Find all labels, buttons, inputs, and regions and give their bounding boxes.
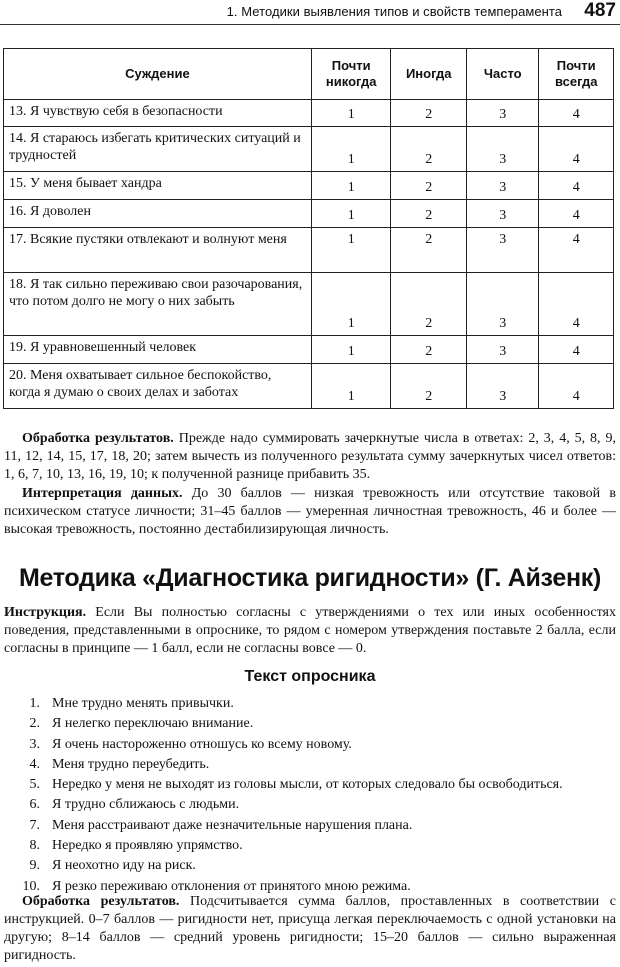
statement-cell: 19. Я уравновешенный человек (4, 336, 312, 364)
item-text: Я резко переживаю отклонения от принятого мною режима. (52, 878, 411, 894)
option-cell: 4 (539, 100, 614, 127)
item-text: Я нелегко переключаю внимание. (52, 716, 254, 732)
list-item (0, 714, 620, 734)
questionnaire-list (0, 694, 620, 897)
item-text: Меня трудно переубедить. (52, 756, 210, 772)
option-cell: 3 (467, 364, 539, 409)
statement-cell: 17. Всякие пустяки отвлекают и волнуют меня (4, 228, 312, 273)
option-cell: 3 (467, 273, 539, 336)
option-cell: 3 (467, 100, 539, 127)
list-item (0, 735, 620, 755)
item-number: 3. (29, 736, 40, 752)
item-text: Нередко у меня не выходят из головы мысли, от которых следовало бы освободиться. (52, 777, 563, 793)
item-text: Я трудно сближаюсь с людьми. (52, 797, 240, 813)
header-statement: Суждение (4, 49, 312, 100)
statement-cell: 13. Я чувствую себя в безопасности (4, 100, 312, 127)
option-cell: 1 (311, 228, 391, 273)
list-item (0, 775, 620, 795)
processing-label: Обработка результатов. (22, 431, 174, 446)
option-cell: 2 (391, 172, 467, 200)
table-row (4, 364, 614, 409)
item-number: 8. (29, 838, 40, 854)
item-number: 7. (29, 817, 40, 833)
processing2-paragraph (4, 893, 616, 965)
processing-text: Прежде надо суммировать зачеркнутые числа в ответах: 2, 3, 4, 5, 8, 9, 11, 12, 14, 15, 17, 18, 20; затем вычесть из полученного результата сумму зачеркнутых чисел ответов: 1, 6, 7, 10, 13, 16, 19, 10; к полученной разнице прибавить 35. (4, 431, 616, 482)
list-item (0, 795, 620, 815)
option-cell: 4 (539, 228, 614, 273)
option-cell: 4 (539, 336, 614, 364)
list-item (0, 836, 620, 856)
option-cell: 3 (467, 200, 539, 228)
option-cell: 2 (391, 200, 467, 228)
interpretation-label: Интерпретация данных. (22, 486, 183, 501)
statement-cell: 14. Я стараюсь избегать критических ситуаций и трудностей (4, 127, 312, 172)
header-sometimes: Иногда (391, 49, 467, 100)
table-row (4, 127, 614, 172)
list-item (0, 816, 620, 836)
section-title: Методика «Диагностика ригидности» (Г. Айзенк) (19, 564, 601, 592)
running-title: 1. Методики выявления типов и свойств темперамента (226, 4, 562, 19)
option-cell: 1 (311, 364, 391, 409)
statement-cell: 15. У меня бывает хандра (4, 172, 312, 200)
option-cell: 3 (467, 228, 539, 273)
instruction-paragraph (4, 604, 616, 658)
option-cell: 4 (539, 273, 614, 336)
table-row (4, 100, 614, 127)
header-almost-never: Почти никогда (311, 49, 391, 100)
instruction-label: Инструкция. (4, 605, 87, 620)
option-cell: 3 (467, 172, 539, 200)
option-cell: 1 (311, 273, 391, 336)
option-cell: 2 (391, 273, 467, 336)
table-row (4, 200, 614, 228)
table-row (4, 228, 614, 273)
processing-paragraph (4, 430, 616, 484)
item-number: 6. (29, 797, 40, 813)
option-cell: 2 (391, 336, 467, 364)
survey-table (3, 48, 614, 409)
item-text: Нередко я проявляю упрямство. (52, 838, 243, 854)
option-cell: 4 (539, 172, 614, 200)
item-number: 2. (29, 716, 40, 732)
option-cell: 3 (467, 127, 539, 172)
option-cell: 1 (311, 200, 391, 228)
interpretation-text: До 30 баллов — низкая тревожность или отсутствие таковой в психическом статусе личности; 31–45 баллов — умеренная личностная тревожность, 46 и более — высокая тревожность, постоянно дестабилизирующая личность. (4, 486, 616, 537)
option-cell: 2 (391, 100, 467, 127)
item-number: 9. (29, 858, 40, 874)
option-cell: 2 (391, 364, 467, 409)
list-item (0, 694, 620, 714)
item-number: 10. (22, 878, 40, 894)
statement-cell: 18. Я так сильно переживаю свои разочарования, что потом долго не могу о них забыть (4, 273, 312, 336)
item-text: Я неохотно иду на риск. (52, 858, 196, 874)
processing2-label: Обработка результатов. (22, 894, 180, 909)
option-cell: 2 (391, 127, 467, 172)
header-rule (0, 24, 620, 25)
interpretation-paragraph (4, 485, 616, 539)
table-row (4, 273, 614, 336)
item-number: 4. (29, 756, 40, 772)
option-cell: 4 (539, 127, 614, 172)
option-cell: 1 (311, 100, 391, 127)
option-cell: 1 (311, 336, 391, 364)
list-item (0, 856, 620, 876)
item-number: 1. (29, 696, 40, 711)
statement-cell: 16. Я доволен (4, 200, 312, 228)
table-row (4, 172, 614, 200)
page-number: 487 (584, 0, 616, 21)
table-header-row (4, 49, 614, 100)
option-cell: 1 (311, 127, 391, 172)
statement-cell: 20. Меня охватывает сильное беспокойство, когда я думаю о своих делах и заботах (4, 364, 312, 409)
instruction-text: Если Вы полностью согласны с утверждениями о тех или иных особенностях поведения, представленными в опроснике, то рядом с номером утверждения поставьте 2 балла, если согласны в принципе — 1 балл, если не согласны вовсе — 0. (4, 605, 616, 656)
item-text: Я очень настороженно отношусь ко всему новому. (52, 736, 352, 752)
item-number: 5. (29, 777, 40, 793)
table-row (4, 336, 614, 364)
running-header (0, 0, 620, 28)
header-almost-always: Почти всегда (539, 49, 614, 100)
header-often: Часто (467, 49, 539, 100)
processing2-text: Подсчитывается сумма баллов, проставленных в соответствии с инструкцией. 0–7 баллов — ригидности нет, присуща легкая переключаемость с одной установки на другую; 8–14 баллов — средний уровень ригидности; 15–20 баллов — сильно выраженная ригидность. (4, 894, 616, 963)
option-cell: 1 (311, 172, 391, 200)
item-text: Мне трудно менять привычки. (52, 696, 234, 711)
questionnaire-title: Текст опросника (244, 668, 376, 685)
option-cell: 3 (467, 336, 539, 364)
option-cell: 4 (539, 364, 614, 409)
option-cell: 4 (539, 200, 614, 228)
option-cell: 2 (391, 228, 467, 273)
item-text: Меня расстраивают даже незначительные нарушения плана. (52, 817, 413, 833)
list-item (0, 755, 620, 775)
